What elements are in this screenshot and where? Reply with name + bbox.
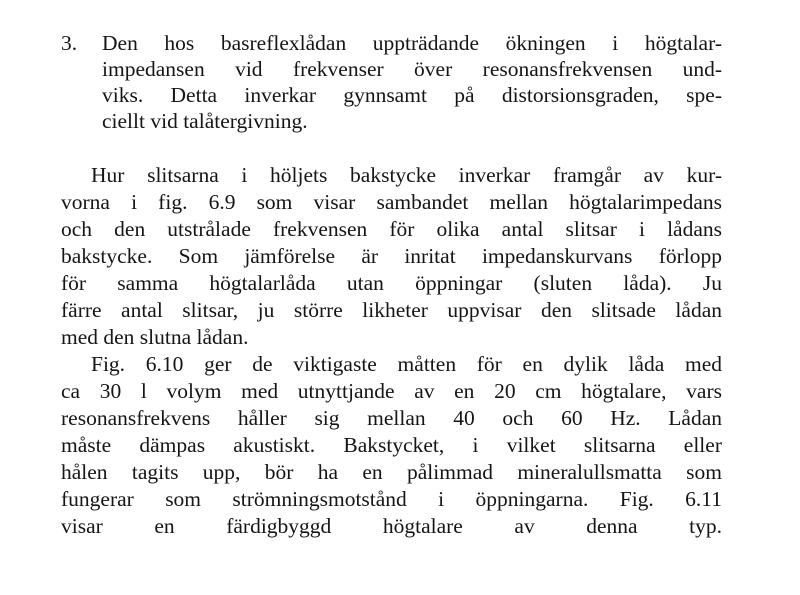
list-item-text-line: viks. Detta inverkar gynnsamt på distorsionsgraden, spe- (102, 83, 722, 107)
paragraph-line: bakstycke. Som jämförelse är inritat impedanskurvans förlopp (61, 244, 722, 268)
paragraph-line: ca 30 l volym med utnyttjande av en 20 cm högtalare, vars (61, 379, 722, 403)
paragraph-line: resonansfrekvens håller sig mellan 40 och 60 Hz. Lådan (61, 406, 722, 430)
paragraph-line: vorna i fig. 6.9 som visar sambandet mellan högtalarimpedans (61, 190, 722, 214)
list-item-text-line: impedansen vid frekvenser över resonansfrekvensen und- (102, 57, 722, 81)
paragraph-line: Hur slitsarna i höljets bakstycke inverkar framgår av kur- (91, 163, 722, 187)
paragraph-line: med den slutna lådan. (61, 325, 249, 349)
list-item-text-line: Den hos basreflexlådan uppträdande ökningen i högtalar- (102, 31, 722, 55)
paragraph-line: måste dämpas akustiskt. Bakstycket, i vilket slitsarna eller (61, 433, 722, 457)
paragraph-line: Fig. 6.10 ger de viktigaste måtten för en dylik låda med (91, 352, 722, 376)
paragraph-line: fungerar som strömningsmotstånd i öppningarna. Fig. 6.11 (61, 487, 722, 511)
list-item-number: 3. (61, 31, 78, 55)
paragraph-line: visar en färdigbyggd högtalare av denna typ. (61, 514, 722, 538)
paragraph-line: färre antal slitsar, ju större likheter uppvisar den slitsade lådan (61, 298, 722, 322)
list-item-text-line: ciellt vid talåtergivning. (102, 109, 308, 133)
paragraph-line: för samma högtalarlåda utan öppningar (sluten låda). Ju (61, 271, 722, 295)
paragraph-line: och den utstrålade frekvensen för olika antal slitsar i lådans (61, 217, 722, 241)
paragraph-line: hålen tagits upp, bör ha en pålimmad mineralullsmatta som (61, 460, 722, 484)
